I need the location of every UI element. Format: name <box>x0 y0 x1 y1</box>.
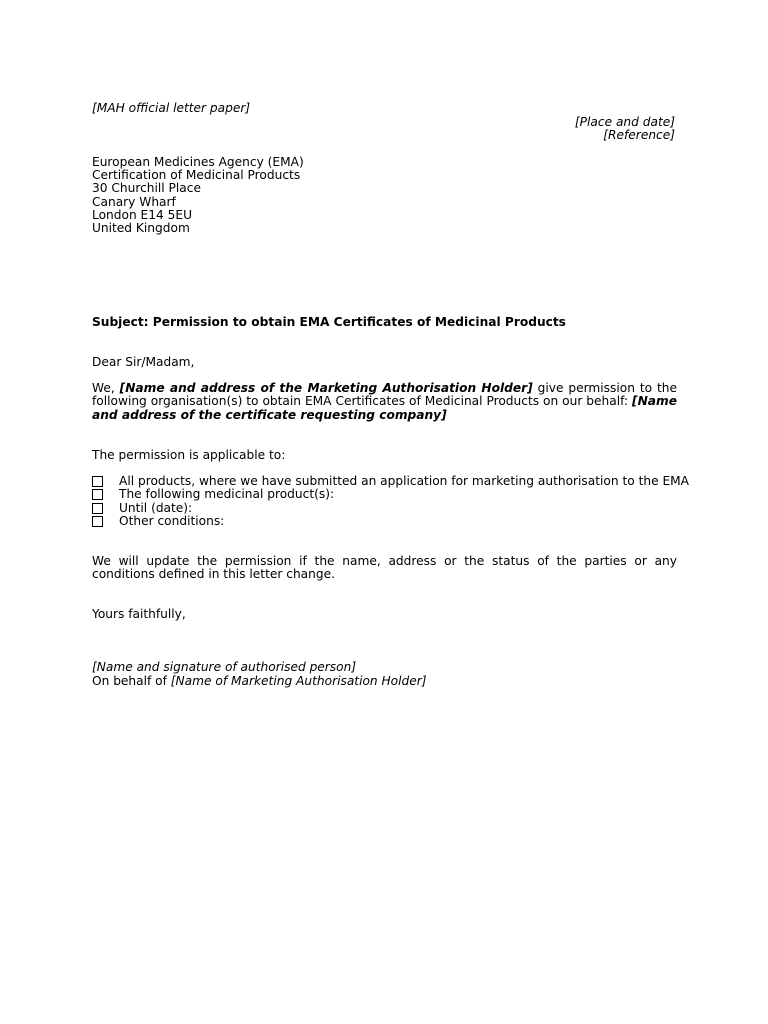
salutation: Dear Sir/Madam, <box>92 355 195 369</box>
checkbox[interactable] <box>92 489 103 500</box>
recipient-line: Canary Wharf <box>92 195 176 209</box>
para-prefix: We, <box>92 381 120 395</box>
mah-name-placeholder: [Name of Marketing Authorisation Holder] <box>170 674 427 688</box>
reference-placeholder: [Reference] <box>603 128 675 142</box>
on-behalf-prefix: On behalf of <box>92 674 171 688</box>
signature-placeholder: [Name and signature of authorised person] <box>92 660 357 674</box>
recipient-line: Certification of Medicinal Products <box>92 168 301 182</box>
applicable-intro: The permission is applicable to: <box>92 448 286 462</box>
recipient-line: European Medicines Agency (EMA) <box>92 155 304 169</box>
checkbox[interactable] <box>92 476 103 487</box>
option-label: The following medicinal product(s): <box>119 487 335 501</box>
letterhead-placeholder: [MAH official letter paper] <box>92 101 251 115</box>
checkbox[interactable] <box>92 516 103 527</box>
closing: Yours faithfully, <box>92 607 186 621</box>
recipient-line: United Kingdom <box>92 221 190 235</box>
requesting-company-placeholder: [Name and address of the certificate requesting company] <box>92 394 677 422</box>
update-paragraph: We will update the permission if the name, address or the status of the parties or any conditions defined in this letter change. <box>92 554 677 582</box>
recipient-line: London E14 5EU <box>92 208 193 222</box>
checkbox[interactable] <box>92 503 103 514</box>
option-label: All products, where we have submitted an application for marketing authorisation to the EMA <box>119 474 690 488</box>
subject-line: Subject: Permission to obtain EMA Certificates of Medicinal Products <box>92 315 566 329</box>
para-middle: give permission to the following organisation(s) to obtain EMA Certificates of Medicinal Products on our behalf: <box>92 381 677 409</box>
permission-paragraph <box>92 382 677 422</box>
option-label: Other conditions: <box>119 514 225 528</box>
on-behalf-line <box>92 675 427 688</box>
mah-name-placeholder: [Name and address of the Marketing Authorisation Holder] <box>119 381 533 395</box>
place-date-placeholder: [Place and date] <box>574 115 675 129</box>
option-label: Until (date): <box>119 501 193 515</box>
recipient-line: 30 Churchill Place <box>92 181 201 195</box>
